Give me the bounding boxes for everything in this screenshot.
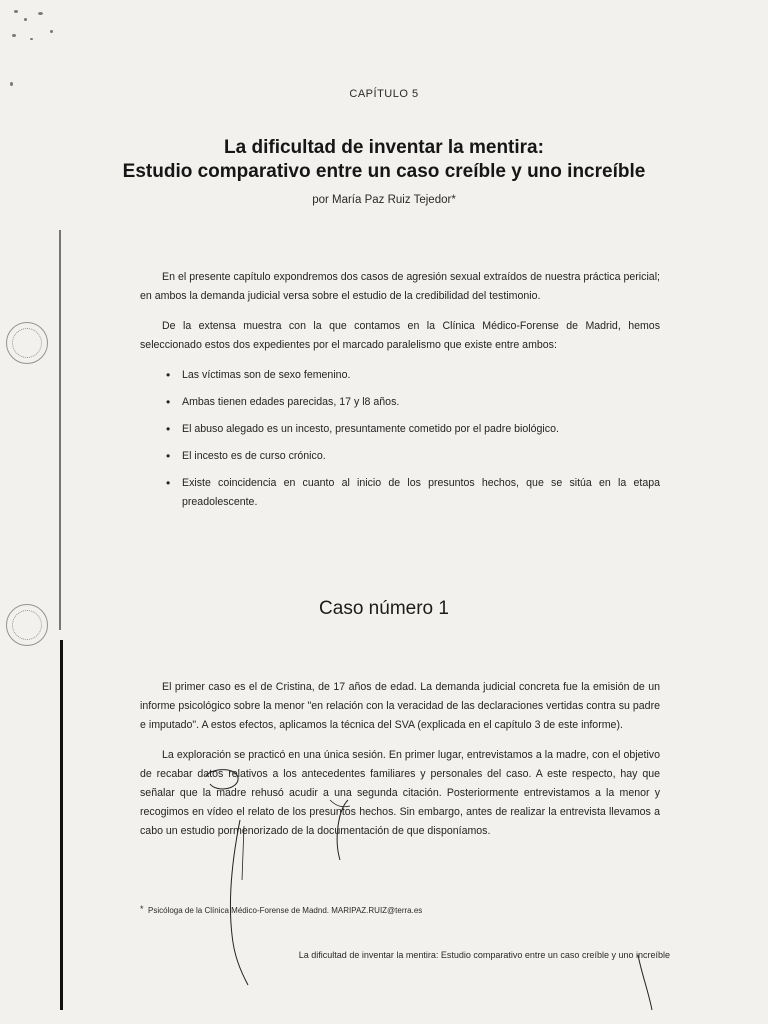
list-item: • Existe coincidencia en cuanto al inicio de los presuntos hechos, que se sitúa en la etapa preadolescente.	[182, 474, 660, 512]
chapter-title	[0, 136, 768, 184]
case-1-section	[140, 678, 660, 852]
footnote	[140, 904, 648, 915]
list-item: • Ambas tienen edades parecidas, 17 y l8 años.	[182, 393, 660, 412]
list-item: • El incesto es de curso crónico.	[182, 447, 660, 466]
author-byline: por María Paz Ruiz Tejedor*	[312, 194, 456, 206]
intro-section	[140, 268, 660, 520]
chapter-title-line2: Estudio comparativo entre un caso creíble y uno increíble	[122, 161, 646, 182]
criteria-list	[140, 366, 660, 512]
intro-paragraph-2: De la extensa muestra con la que contamos en la Clínica Médico-Forense de Madrid, hemos seleccionado estos dos expedientes por el marcado paralelismo que existe entre ambos:	[140, 320, 660, 351]
list-item: • El abuso alegado es un incesto, presuntamente cometido por el padre biológico.	[182, 420, 660, 439]
case-1-paragraph-2: La exploración se practicó en una única sesión. En primer lugar, entrevistamos a la madre, con el objetivo de recabar datos relativos a los antecedentes familiares y personales del caso. A este respecto, hay que señalar que la madre rehusó acudir a una segunda citación. Posteriormente entrevistamos a la menor y recogimos en vídeo el relato de los presuntos hechos. Sin embargo, antes de realizar la entrevista llevamos a cabo un estudio pormenorizado de la documentación de que disponíamos.	[140, 749, 660, 837]
chapter-label: CAPÍTULO 5	[349, 88, 419, 100]
intro-paragraph-1: En el presente capítulo expondremos dos casos de agresión sexual extraídos de nuestra práctica pericial; en ambos la demanda judicial versa sobre el estudio de la credibilidad del testimonio.	[140, 271, 660, 302]
chapter-title-line1: La dificultad de inventar la mentira:	[224, 137, 544, 158]
case-1-paragraph-1: El primer caso es el de Cristina, de 17 años de edad. La demanda judicial concreta fue la emisión de un informe psicológico sobre la menor "en relación con la veracidad de las declaraciones vertidas contra su padre e imputado". A estos efectos, aplicamos la técnica del SVA (explicada en el capítulo 3 de este informe).	[140, 681, 660, 731]
section-heading: Caso número 1	[319, 598, 449, 619]
footnote-text: Psicóloga de la Clínica Médico-Forense de Madnd. MARIPAZ.RUIZ@terra.es	[148, 906, 423, 915]
footnote-mark: *	[140, 904, 144, 914]
list-item: • Las víctimas son de sexo femenino.	[182, 366, 660, 385]
running-footer: La dificultad de inventar la mentira: Estudio comparativo entre un caso creíble y uno increíble	[298, 950, 670, 960]
